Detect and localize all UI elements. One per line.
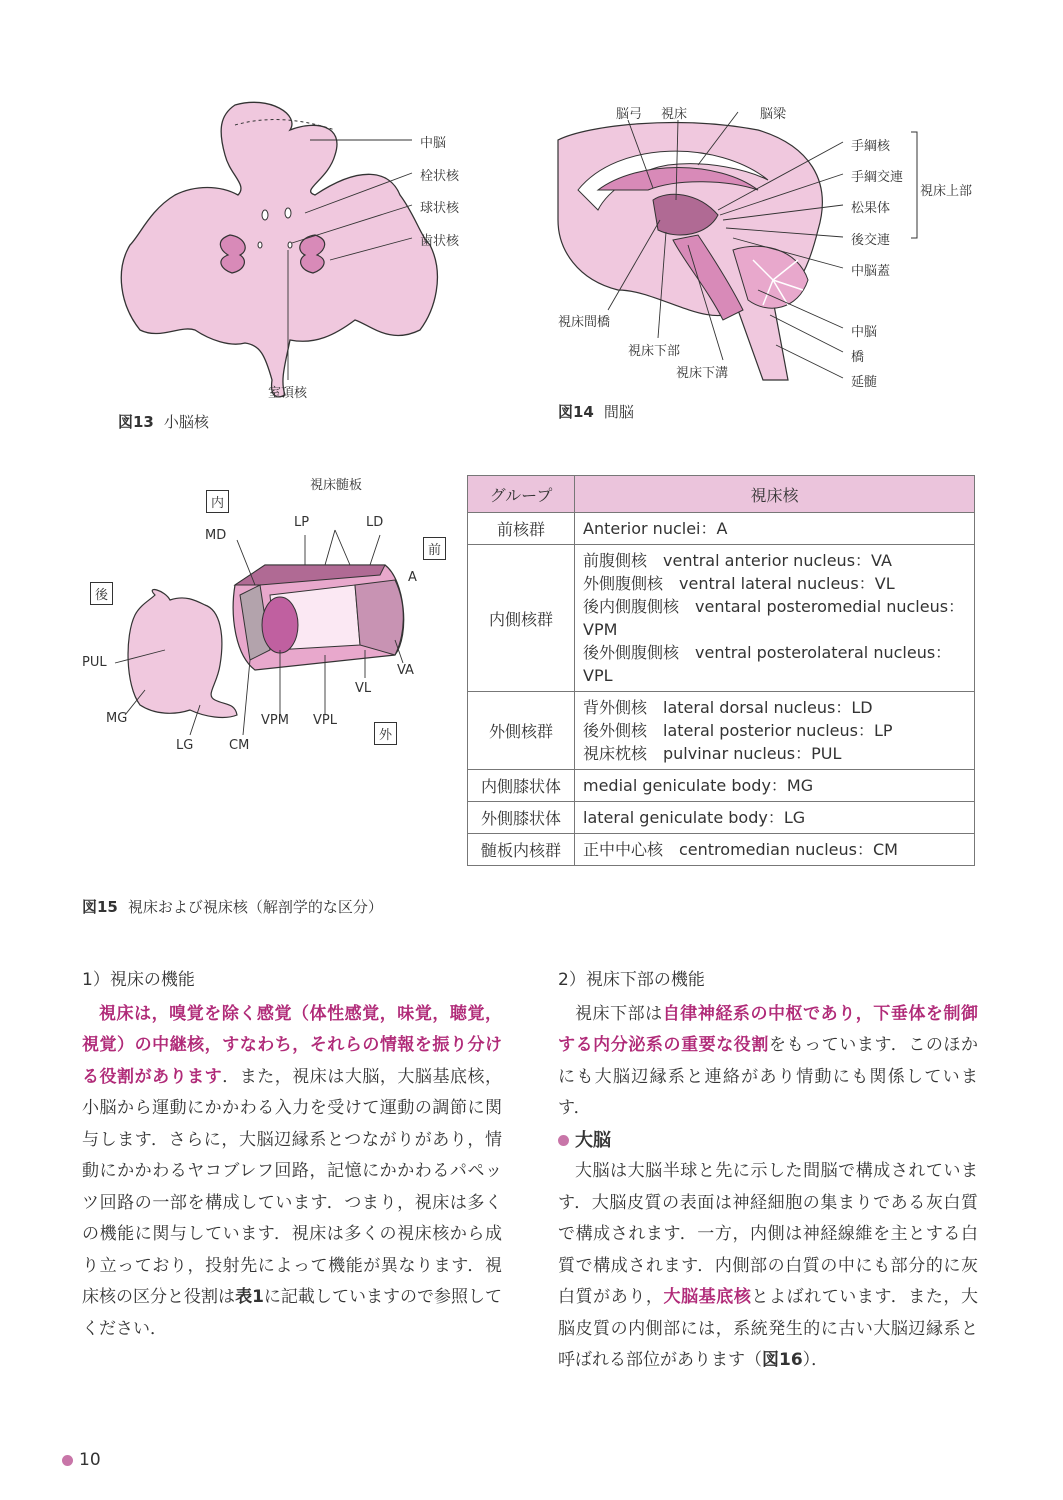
table-cell-nuclei bbox=[575, 802, 975, 834]
fig15-label-posterior: 後 bbox=[90, 582, 113, 605]
right-column bbox=[558, 965, 978, 1377]
table-cell-nuclei bbox=[575, 692, 975, 770]
fig14-caption-text: 間脳 bbox=[603, 403, 634, 421]
hypothalamus-text-b: をもっています．このほかにも大脳辺縁系と連絡があり情動にも関係しています． bbox=[558, 1035, 979, 1118]
fig14-label-corpus-callosum: 脳梁 bbox=[760, 107, 787, 122]
fig15-caption bbox=[82, 896, 383, 917]
fig14-label-hypothalamic-sulcus: 視床下溝 bbox=[676, 366, 729, 381]
table-row bbox=[468, 513, 975, 545]
cerebrum-text-c: ）． bbox=[802, 1350, 829, 1370]
table-cell-line: 前腹側核 ventral anterior nucleus：VA bbox=[583, 551, 892, 570]
fig14-diencephalon-diagram bbox=[558, 120, 858, 380]
cerebrum-heading-text: 大脳 bbox=[575, 1129, 611, 1151]
fig15-label-a: A bbox=[408, 570, 417, 585]
table-cell-nuclei bbox=[575, 770, 975, 802]
fig13-label-midbrain: 中脳 bbox=[420, 136, 447, 151]
table-cell-line: 後外側腹側核 ventral posterolateral nucleus：VPL bbox=[583, 643, 952, 685]
fig15-caption-num: 図15 bbox=[82, 898, 118, 916]
thalamus-text-b: に記載していますので参照してください． bbox=[82, 1287, 502, 1339]
fig15-label-lg: LG bbox=[176, 738, 194, 753]
cerebrum-text-b: とよばれています．また，大脳皮質の内側部には，系統発生的に古い大脳辺縁系と呼ばれる部位があります（ bbox=[558, 1287, 979, 1370]
fig15-label-cm: CM bbox=[229, 738, 250, 753]
table-cell-line: Anterior nuclei：A bbox=[583, 519, 728, 538]
fig14-label-habenular-nucleus: 手綱核 bbox=[851, 139, 891, 154]
figure16-reference: 図16 bbox=[762, 1350, 803, 1370]
table-cell-line: lateral geniculate body：LG bbox=[583, 808, 806, 827]
table-cell-group: 内側膝状体 bbox=[468, 770, 575, 802]
table-cell-group: 内側核群 bbox=[468, 545, 575, 692]
table-cell-line: 外側腹側核 ventral lateral nucleus：VL bbox=[583, 574, 895, 593]
table-row bbox=[468, 545, 975, 692]
hypothalamus-text-a: 視床下部は bbox=[575, 1003, 663, 1024]
fig14-label-thalamus: 視床 bbox=[661, 107, 688, 122]
fig15-label-pul: PUL bbox=[82, 655, 107, 670]
fig15-label-vpl: VPL bbox=[313, 713, 337, 728]
fig13-caption-num: 図13 bbox=[118, 413, 154, 431]
section-heading-thalamus: 1）視床の機能 bbox=[82, 970, 195, 990]
fig14-label-epithalamus: 視床上部 bbox=[920, 184, 973, 199]
left-column bbox=[82, 965, 502, 1345]
fig15-label-medial: 内 bbox=[206, 490, 229, 513]
page-number-dot-icon bbox=[62, 1455, 73, 1466]
table-cell-line: 正中中心核 centromedian nucleus：CM bbox=[583, 840, 898, 859]
thalamus-text-a: ．また，視床は大脳，大脳基底核，小脳から運動にかかわる入力を受けて運動の調節に関与します．さらに，大脳辺縁系とつながりがあり，情動にかかわるヤコブレフ回路，記憶にかかわるパペッツ回路の一部を構成しています．つまり，視床は多くの機能に関与しています．視床は多くの視床核から成り立っており，投射先によって機能が異なります．視床核の区分と役割は bbox=[82, 1066, 503, 1307]
fig15-caption-text: 視床および視床核（解剖学的な区分） bbox=[127, 898, 383, 916]
table-cell-line: 背外側核 lateral dorsal nucleus：LD bbox=[583, 698, 873, 717]
fig15-label-vl: VL bbox=[355, 681, 372, 696]
fig15-label-lateral: 外 bbox=[374, 722, 397, 745]
basal-ganglia-highlight: 大脳基底核 bbox=[663, 1287, 752, 1307]
table-row bbox=[468, 692, 975, 770]
fig15-label-vpm: VPM bbox=[261, 713, 289, 728]
table-cell-line: 後外側核 lateral posterior nucleus：LP bbox=[583, 721, 893, 740]
fig15-label-mg: MG bbox=[106, 711, 128, 726]
table-header-row bbox=[468, 476, 975, 513]
fig14-label-hypothalamus: 視床下部 bbox=[628, 344, 681, 359]
fig15-label-anterior: 前 bbox=[423, 537, 446, 560]
fig14-label-medulla: 延髄 bbox=[851, 375, 878, 390]
thalamic-nuclei-table bbox=[467, 475, 975, 866]
table-cell-nuclei bbox=[575, 545, 975, 692]
hypothalamus-highlight: 自律神経系の中枢であり，下垂体を制御する内分泌系の重要な役割 bbox=[558, 1003, 979, 1055]
fig15-label-va: VA bbox=[397, 663, 414, 678]
cerebrum-text-a: 大脳は大脳半球と先に示した間脳で構成されています．大脳皮質の表面は神経細胞の集まりである灰白質で構成されます．一方，内側は神経線維を主とする白質で構成されます．内側部の白質の中にも部分的に灰白質があり， bbox=[558, 1161, 978, 1307]
bullet-dot-icon bbox=[558, 1135, 569, 1146]
table-cell-nuclei bbox=[575, 834, 975, 866]
table-cell-line: medial geniculate body：MG bbox=[583, 776, 814, 795]
fig14-label-tectum: 中脳蓋 bbox=[851, 264, 891, 279]
table-body bbox=[468, 513, 975, 866]
fig15-label-md: MD bbox=[205, 528, 227, 543]
fig13-label-globose: 球状核 bbox=[420, 201, 460, 216]
section-heading-hypothalamus: 2）視床下部の機能 bbox=[558, 970, 705, 990]
table-cell-group: 外側膝状体 bbox=[468, 802, 575, 834]
table-cell-group: 前核群 bbox=[468, 513, 575, 545]
cerebrum-paragraph bbox=[558, 1156, 978, 1377]
fig13-label-fastigial: 室頂核 bbox=[268, 386, 308, 401]
fig13-caption-text: 小脳核 bbox=[163, 413, 209, 431]
fig13-label-emboliform: 栓状核 bbox=[420, 169, 460, 184]
fig15-label-lp: LP bbox=[294, 515, 310, 530]
page-number-text: 10 bbox=[79, 1450, 101, 1470]
table-row bbox=[468, 770, 975, 802]
table-cell-nuclei bbox=[575, 513, 975, 545]
fig15-label-ld: LD bbox=[366, 515, 384, 530]
table-header-nuclei: 視床核 bbox=[575, 476, 975, 513]
fig14-label-habenular-commissure: 手綱交連 bbox=[851, 170, 904, 185]
fig14-label-pons: 橋 bbox=[851, 350, 865, 365]
table-reference: 表1 bbox=[235, 1287, 264, 1307]
fig14-label-pineal: 松果体 bbox=[851, 201, 891, 216]
table-cell-group: 外側核群 bbox=[468, 692, 575, 770]
table-row bbox=[468, 834, 975, 866]
table-cell-group: 髄板内核群 bbox=[468, 834, 575, 866]
page-number bbox=[62, 1450, 101, 1470]
hypothalamus-paragraph bbox=[558, 999, 978, 1125]
fig14-label-midbrain: 中脳 bbox=[851, 325, 878, 340]
thalamus-paragraph bbox=[82, 999, 502, 1346]
table-header-group: グループ bbox=[468, 476, 575, 513]
fig14-caption bbox=[558, 401, 634, 422]
cerebrum-heading bbox=[558, 1125, 978, 1157]
fig14-label-posterior-commissure: 後交連 bbox=[851, 233, 891, 248]
table-row bbox=[468, 802, 975, 834]
fig13-caption bbox=[118, 411, 209, 432]
fig13-cerebellum-diagram bbox=[100, 95, 460, 415]
table-cell-line: 後内側腹側核 ventaral posteromedial nucleus：VPM bbox=[583, 597, 965, 639]
fig14-label-interthalamic-adhesion: 視床間橋 bbox=[558, 315, 611, 330]
fig14-caption-num: 図14 bbox=[558, 403, 594, 421]
pulvinar-shape bbox=[128, 590, 237, 718]
thalamus-highlight: 視床は，嗅覚を除く感覚（体性感覚，味覚，聴覚，視覚）の中継核，すなわち，それらの情報を振り分ける役割があります bbox=[82, 1003, 502, 1087]
cerebellum-shape bbox=[121, 102, 437, 397]
fig15-label-medullary-lamina: 視床髄板 bbox=[310, 478, 363, 493]
fig14-label-fornix: 脳弓 bbox=[616, 107, 643, 122]
fig13-label-dentate: 歯状核 bbox=[420, 234, 460, 249]
table-cell-line: 視床枕核 pulvinar nucleus：PUL bbox=[583, 744, 842, 763]
